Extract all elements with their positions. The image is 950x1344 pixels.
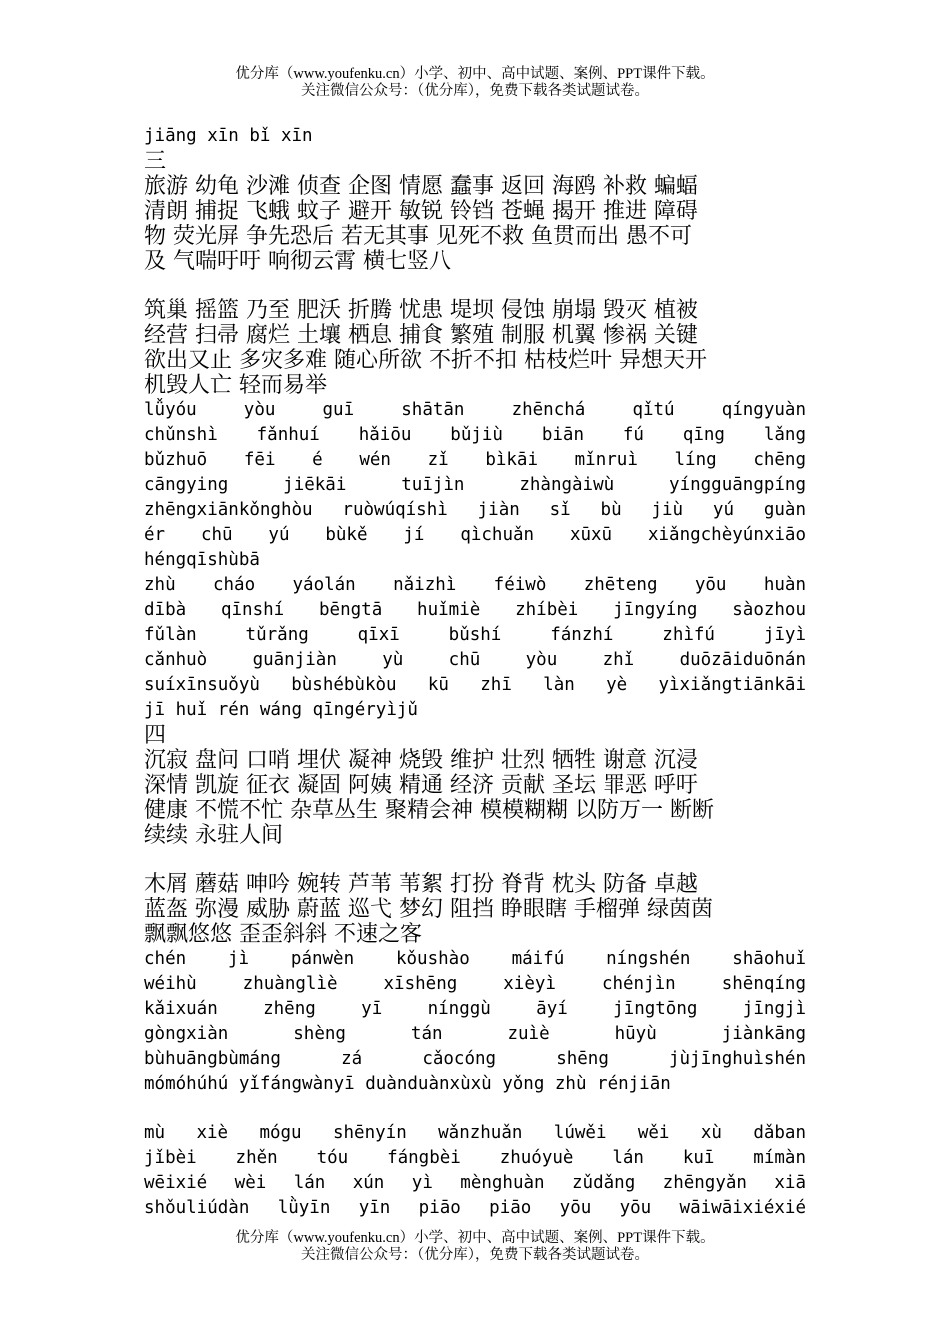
pinyin-line: cǎnhuò guānjiàn yù chū yòu zhǐ duōzāiduōnán [144,650,806,670]
pinyin-line: mù xiè mógu shēnyín wǎnzhuǎn lúwěi wěi xù dǎban [144,1123,806,1143]
pinyin-line: wēixié wèi lán xún yì mènghuàn zǔdǎng zhēngyǎn xiā [144,1173,806,1193]
pinyin-line: mómóhúhú yǐfángwànyī duànduànxùxù yǒng zhù rénjiān [144,1074,671,1094]
pinyin-line: bǔzhuō fēi é wén zǐ bìkāi mǐnruì líng chēng [144,450,806,470]
pinyin-line: kǎixuán zhēng yī nínggù āyí jīngtōng jīngjì [144,999,806,1019]
pinyin-line: dībà qīnshí bēngtā huǐmiè zhíbèi jīngyíng sàozhou [144,600,806,620]
word-line: 经营 扫帚 腐烂 土壤 栖息 捕食 繁殖 制服 机翼 惨祸 关键 [144,323,698,348]
pinyin-line: wéihù zhuànglìè xīshēng xièyì chénjìn shēnqíng [144,974,806,994]
document-body [144,124,806,1221]
page-footer [0,1230,950,1264]
pinyin-line: gòngxiàn shèng tán zuìè hūyù jiànkāng [144,1024,806,1044]
pinyin-line: chén jì pánwèn kǒushào máifú níngshén shāohuǐ [144,949,806,969]
section-heading-3: 三 [144,149,167,174]
pinyin-line: zhù cháo yáolán nǎizhì féiwò zhēteng yōu huàn [144,575,806,595]
word-line: 沉寂 盘问 口哨 埋伏 凝神 烧毁 维护 壮烈 牺牲 谢意 沉浸 [144,748,698,773]
word-line: 物 荧光屏 争先恐后 若无其事 见死不救 鱼贯而出 愚不可 [144,224,692,249]
word-line: 健康 不慌不忙 杂草丛生 聚精会神 模模糊糊 以防万一 断断 [144,798,714,823]
pinyin-line: fǔlàn tǔrǎng qīxī bǔshí fánzhí zhìfú jīyì [144,625,806,645]
pinyin-line: shǒuliúdàn lǜyīn yīn piāo piāo yōu yōu wāiwāixiéxié [144,1198,806,1218]
word-line: 蓝盔 弥漫 威胁 蔚蓝 巡弋 梦幻 阻挡 睁眼瞎 手榴弹 绿茵茵 [144,897,713,922]
blank-line [144,1097,806,1121]
word-line: 机毁人亡 轻而易举 [144,373,327,398]
pinyin-line: chǔnshì fǎnhuí hǎiōu bǔjiù biān fú qīng lǎng [144,425,806,445]
pinyin-line: bùhuāngbùmáng zá cǎocóng shēng jùjīnghuìshén [144,1049,806,1069]
footer-line-1: 优分库（www.youfenku.cn）小学、初中、高中试题、案例、PPT课件下载。 [235,1230,715,1246]
word-line: 木屑 蘑菇 呻吟 婉转 芦苇 苇絮 打扮 脊背 枕头 防备 卓越 [144,872,698,897]
blank-line [144,274,806,298]
header-line-1: 优分库（www.youfenku.cn）小学、初中、高中试题、案例、PPT课件下载。 [235,66,715,82]
word-line: 旅游 幼龟 沙滩 侦查 企图 情愿 蠢事 返回 海鸥 补救 蝙蝠 [144,174,698,199]
pinyin-line: suíxīnsuǒyù bùshébùkòu kū zhī làn yè yìxiǎngtiānkāi [144,675,806,695]
pinyin-line: lǚyóu yòu guī shātān zhēnchá qǐtú qíngyuàn [144,400,806,420]
word-line: 欲出又止 多灾多难 随心所欲 不折不扣 枯枝烂叶 异想天开 [144,348,707,373]
pinyin-line: zhēngxiānkǒnghòu ruòwúqíshì jiàn sǐ bù jiù yú guàn [144,500,806,520]
pinyin-line: cāngying jiēkāi tuījìn zhàngàiwù yíngguāngpíng [144,475,806,495]
word-line: 清朗 捕捉 飞蛾 蚊子 避开 敏锐 铃铛 苍蝇 揭开 推进 障碍 [144,199,698,224]
word-line: 深情 凯旋 征衣 凝固 阿姨 精通 经济 贡献 圣坛 罪恶 呼吁 [144,773,698,798]
pinyin-line: jiāng xīn bǐ xīn [144,126,313,146]
pinyin-line: jǐbèi zhěn tóu fángbèi zhuóyuè lán kuī mímàn [144,1148,806,1168]
section-heading-4: 四 [144,723,167,748]
blank-line [144,848,806,872]
pinyin-line: jī huǐ rén wáng qīngéryìjǔ [144,700,418,720]
footer-line-2: 关注微信公众号：（优分库），免费下载各类试题试卷。 [301,1247,649,1263]
pinyin-line: ér chū yú bùkě jí qìchuǎn xūxū xiǎngchèyúnxiāo [144,525,806,545]
pinyin-line: héngqīshùbā [144,550,260,570]
word-line: 筑巢 摇篮 乃至 肥沃 折腾 忧患 堤坝 侵蚀 崩塌 毁灭 植被 [144,298,698,323]
word-line: 及 气喘吁吁 响彻云霄 横七竖八 [144,249,451,274]
header-line-2: 关注微信公众号：（优分库），免费下载各类试题试卷。 [301,83,649,99]
word-line: 飘飘悠悠 歪歪斜斜 不速之客 [144,922,422,947]
page-header [0,66,950,100]
word-line: 续续 永驻人间 [144,823,283,848]
